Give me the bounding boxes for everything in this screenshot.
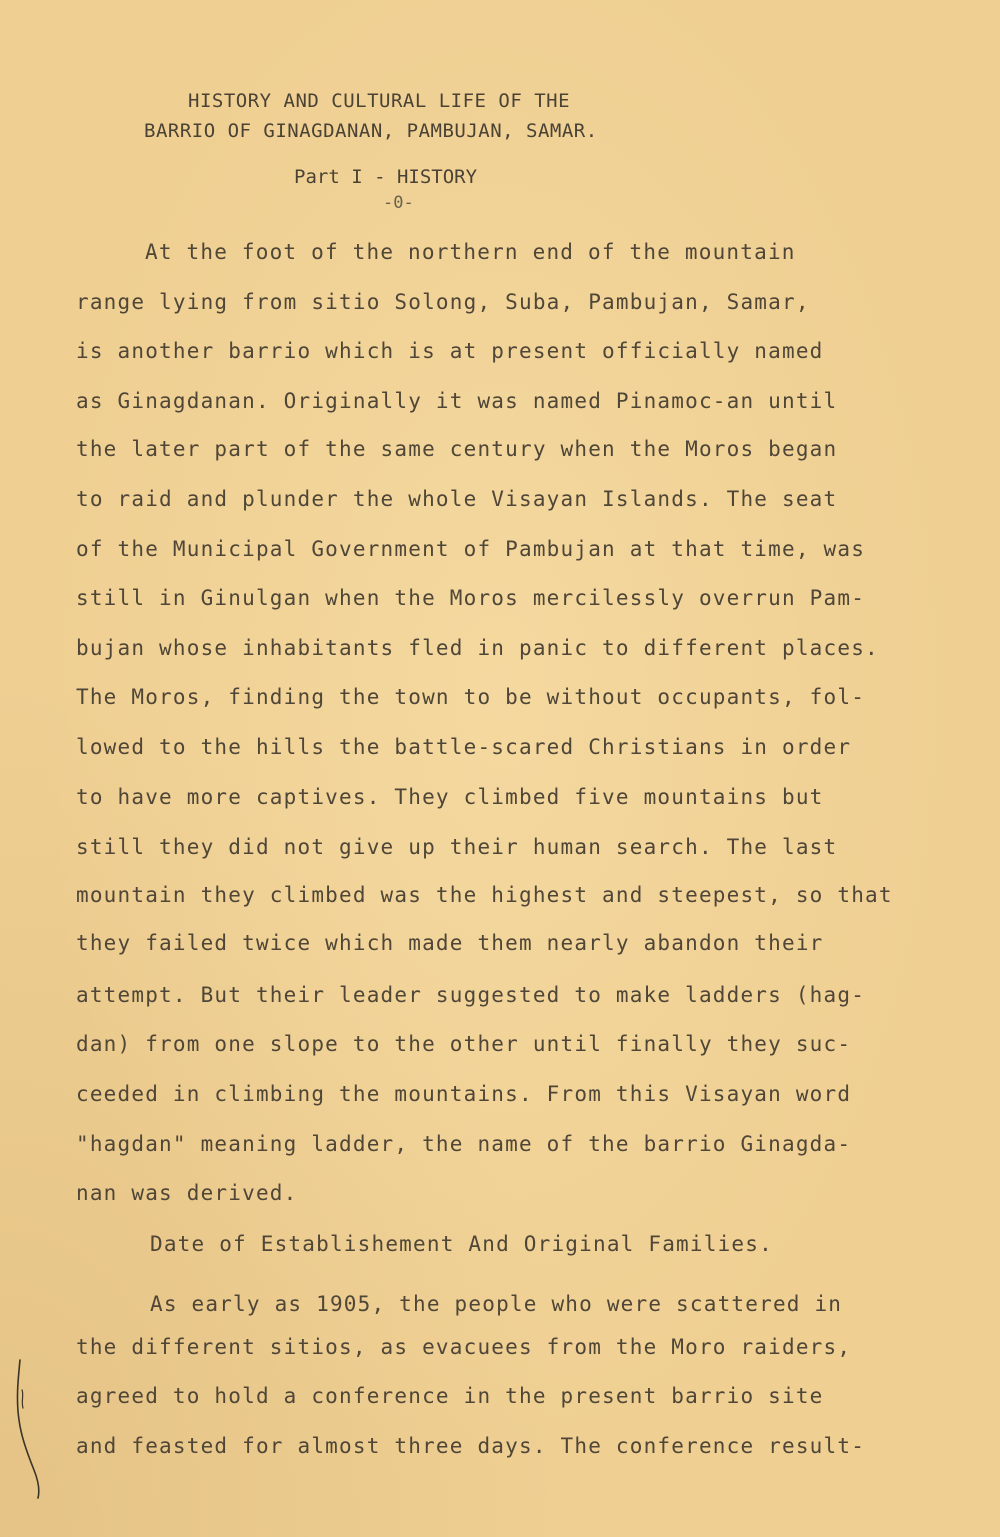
text-line: still in Ginulgan when the Moros mercilessly overrun Pam- (76, 586, 866, 610)
text-line: lowed to the hills the battle-scared Christians in order (76, 735, 852, 759)
text-line: ceeded in climbing the mountains. From this Visayan word (76, 1082, 852, 1106)
text-line: At the foot of the northern end of the mountain (145, 240, 796, 264)
text-line: still they did not give up their human search. The last (76, 835, 838, 859)
text-line: and feasted for almost three days. The conference result- (76, 1434, 866, 1458)
text-line: The Moros, finding the town to be without occupants, fol- (76, 685, 866, 709)
text-line: mountain they climbed was the highest and steepest, so that (76, 883, 893, 907)
text-line: nan was derived. (76, 1181, 298, 1205)
text-line: the different sitios, as evacuees from the Moro raiders, (76, 1335, 852, 1359)
text-line: dan) from one slope to the other until finally they suc- (76, 1032, 852, 1056)
text-line: as Ginagdanan. Originally it was named Pinamoc-an until (76, 389, 838, 413)
text-line: to have more captives. They climbed five mountains but (76, 785, 824, 809)
margin-pencil-mark (12, 1350, 52, 1500)
section-divider: -0- (383, 193, 414, 213)
text-line: is another barrio which is at present officially named (76, 339, 824, 363)
text-line: attempt. But their leader suggested to make ladders (hag- (76, 983, 866, 1007)
part-heading: Part I - HISTORY (294, 166, 478, 188)
text-line: the later part of the same century when the Moros began (76, 437, 838, 461)
text-line: As early as 1905, the people who were scattered in (150, 1292, 843, 1316)
document-title-line-1: HISTORY AND CULTURAL LIFE OF THE (188, 90, 571, 112)
text-line: they failed twice which made them nearly abandon their (76, 931, 824, 955)
text-line: range lying from sitio Solong, Suba, Pambujan, Samar, (76, 290, 810, 314)
text-line: of the Municipal Government of Pambujan at that time, was (76, 537, 866, 561)
document-title-line-2: BARRIO OF GINAGDANAN, PAMBUJAN, SAMAR. (144, 120, 598, 142)
section-heading-establishment: Date of Establishement And Original Families. (150, 1232, 773, 1256)
text-line: agreed to hold a conference in the present barrio site (76, 1384, 824, 1408)
text-line: bujan whose inhabitants fled in panic to different places. (76, 636, 879, 660)
text-line: to raid and plunder the whole Visayan Islands. The seat (76, 487, 838, 511)
text-line: "hagdan" meaning ladder, the name of the barrio Ginagda- (76, 1132, 852, 1156)
